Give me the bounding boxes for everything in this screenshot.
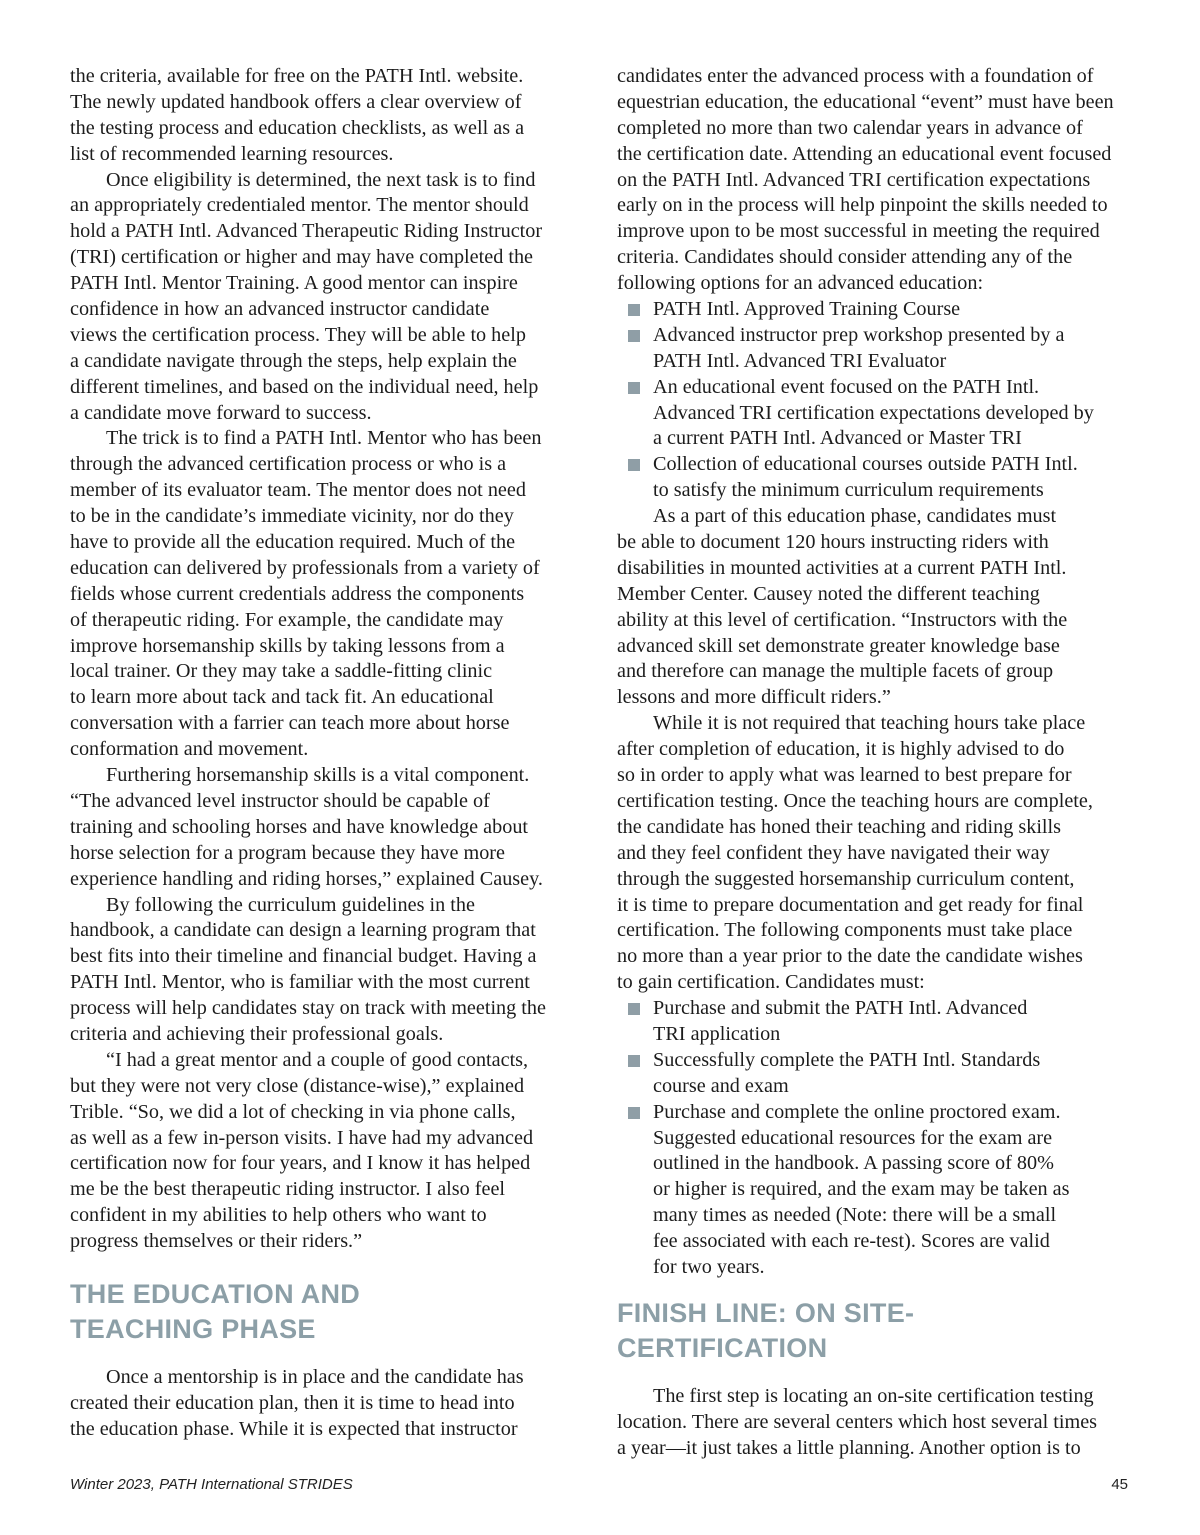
bullet-line: Successfully complete the PATH Intl. Standards xyxy=(617,1048,1137,1074)
section-heading-finish-line xyxy=(617,1296,1137,1366)
bullet-continuation: or higher is required, and the exam may be taken as xyxy=(653,1178,1070,1201)
text-line: confidence in how an advanced instructor candidate xyxy=(70,298,490,321)
paragraph-continued xyxy=(617,64,1137,297)
text-line: hold a PATH Intl. Advanced Therapeutic Riding Instructor xyxy=(70,220,543,243)
section-heading-education xyxy=(70,1277,590,1347)
paragraph-mentor xyxy=(70,168,590,427)
text-line: of therapeutic riding. For example, the candidate may xyxy=(70,608,504,631)
text-line: conformation and movement. xyxy=(70,738,309,761)
text-line: after completion of education, it is highly advised to do xyxy=(617,738,1065,761)
text-line: fields whose current credentials address the components xyxy=(70,582,525,605)
left-column xyxy=(70,64,590,1443)
text-line: training and schooling horses and have knowledge about xyxy=(70,815,529,838)
text-line: through the advanced certification process or who is a xyxy=(70,453,507,476)
bullet-item xyxy=(617,297,1137,323)
text-line: The trick is to find a PATH Intl. Mentor who has been xyxy=(106,427,542,450)
text-line: no more than a year prior to the date the candidate wishes xyxy=(617,945,1083,968)
text-line: Trible. “So, we did a lot of checking in via phone calls, xyxy=(70,1100,516,1123)
text-line: advanced skill set demonstrate greater knowledge base xyxy=(617,634,1060,657)
bullet-continuation: Suggested educational resources for the exam are xyxy=(653,1126,1053,1149)
text-line: Once a mentorship is in place and the candidate has xyxy=(106,1365,524,1388)
bullet-continuation: PATH Intl. Advanced TRI Evaluator xyxy=(653,349,947,372)
text-line: have to provide all the education required. Much of the xyxy=(70,531,516,554)
text-line: an appropriately credentialed mentor. The mentor should xyxy=(70,194,529,217)
paragraph-education xyxy=(70,1365,590,1443)
heading-line: CERTIFICATION xyxy=(617,1332,828,1363)
education-options-list xyxy=(617,297,1137,504)
text-line: early on in the process will help pinpoint the skills needed to xyxy=(617,194,1108,217)
text-line: PATH Intl. Mentor Training. A good mentor can inspire xyxy=(70,272,518,295)
text-line: improve upon to be most successful in meeting the required xyxy=(617,220,1100,243)
text-line: education can delivered by professionals from a variety of xyxy=(70,556,540,579)
text-line: certification testing. Once the teaching hours are complete, xyxy=(617,789,1093,812)
text-line: the testing process and education checklists, as well as a xyxy=(70,116,525,139)
text-line: improve horsemanship skills by taking lessons from a xyxy=(70,634,505,657)
paragraph-finish xyxy=(617,1384,1137,1462)
text-line: process will help candidates stay on track with meeting the xyxy=(70,997,546,1020)
bullet-continuation: to satisfy the minimum curriculum requirements xyxy=(653,479,1044,502)
text-line: horse selection for a program because they have more xyxy=(70,841,505,864)
bullet-item xyxy=(617,323,1137,375)
text-line: created their education plan, then it is time to head into xyxy=(70,1391,515,1414)
text-line: different timelines, and based on the individual need, help xyxy=(70,375,539,398)
text-line: (TRI) certification or higher and may have completed the xyxy=(70,246,534,269)
text-line: As a part of this education phase, candidates must xyxy=(653,505,1057,528)
text-line: By following the curriculum guidelines in the xyxy=(106,893,475,916)
text-line: “The advanced level instructor should be capable of xyxy=(70,789,490,812)
bullet-line: Advanced instructor prep workshop presented by a xyxy=(617,323,1137,349)
right-column xyxy=(617,64,1137,1462)
text-line: candidates enter the advanced process with a foundation of xyxy=(617,65,1094,87)
text-line: be able to document 120 hours instructing riders with xyxy=(617,531,1049,554)
text-line: Furthering horsemanship skills is a vital component. xyxy=(106,764,530,787)
text-line: completed no more than two calendar years in advance of xyxy=(617,116,1083,139)
text-line: local trainer. Or they may take a saddle-fitting clinic xyxy=(70,660,493,683)
text-line: as well as a few in-person visits. I have had my advanced xyxy=(70,1126,534,1149)
paragraph-teaching xyxy=(617,711,1137,996)
text-line: criteria and achieving their professional goals. xyxy=(70,1022,444,1045)
paragraph-horsemanship xyxy=(70,763,590,892)
text-line: PATH Intl. Mentor, who is familiar with the most current xyxy=(70,971,530,994)
bullet-continuation: TRI application xyxy=(653,1022,781,1045)
text-line: the certification date. Attending an educational event focused xyxy=(617,142,1112,165)
text-line: to learn more about tack and tack fit. An educational xyxy=(70,686,494,709)
text-line: “I had a great mentor and a couple of good contacts, xyxy=(106,1048,529,1071)
text-line: but they were not very close (distance-wise),” explained xyxy=(70,1074,525,1097)
requirements-list xyxy=(617,996,1137,1281)
text-line: best fits into their timeline and financial budget. Having a xyxy=(70,945,537,968)
text-line: on the PATH Intl. Advanced TRI certification expectations xyxy=(617,168,1091,191)
bullet-line: Purchase and complete the online proctored exam. xyxy=(617,1100,1137,1126)
bullet-line: Collection of educational courses outside PATH Intl. xyxy=(617,452,1137,478)
text-line: the candidate has honed their teaching and riding skills xyxy=(617,815,1061,838)
text-line: criteria. Candidates should consider attending any of the xyxy=(617,246,1073,269)
text-line: following options for an advanced education: xyxy=(617,272,984,295)
heading-line: THE EDUCATION AND xyxy=(70,1278,361,1309)
text-line: views the certification process. They will be able to help xyxy=(70,323,526,346)
text-line: confident in my abilities to help others who want to xyxy=(70,1204,487,1227)
text-line: Once eligibility is determined, the next task is to find xyxy=(106,168,536,191)
bullet-item xyxy=(617,452,1137,504)
text-line: Member Center. Causey noted the different teaching xyxy=(617,582,1040,605)
text-line: a candidate navigate through the steps, help explain the xyxy=(70,349,517,372)
text-line: a year—it just takes a little planning. Another option is to xyxy=(617,1436,1081,1459)
text-line: location. There are several centers which host several times xyxy=(617,1410,1098,1433)
text-line: conversation with a farrier can teach more about horse xyxy=(70,712,510,735)
bullet-item xyxy=(617,1048,1137,1100)
text-line: through the suggested horsemanship curriculum content, xyxy=(617,867,1075,890)
heading-line: TEACHING PHASE xyxy=(70,1313,316,1344)
bullet-line: PATH Intl. Approved Training Course xyxy=(617,297,1137,323)
text-line: ability at this level of certification. “Instructors with the xyxy=(617,608,1068,631)
page-number: 45 xyxy=(1111,1476,1128,1493)
bullet-continuation: outlined in the handbook. A passing score of 80% xyxy=(653,1152,1054,1175)
bullet-item xyxy=(617,1100,1137,1281)
bullet-line: Purchase and submit the PATH Intl. Advanced xyxy=(617,996,1137,1022)
paragraph-hours xyxy=(617,504,1137,711)
text-line: The first step is locating an on-site certification testing xyxy=(653,1384,1094,1407)
text-line: the education phase. While it is expected that instructor xyxy=(70,1417,518,1440)
bullet-continuation: Advanced TRI certification expectations developed by xyxy=(653,401,1094,424)
bullet-continuation: many times as needed (Note: there will be a small xyxy=(653,1204,1057,1227)
text-line: it is time to prepare documentation and get ready for final xyxy=(617,893,1084,916)
bullet-item xyxy=(617,996,1137,1048)
paragraph-trick xyxy=(70,426,590,763)
text-line: the criteria, available for free on the PATH Intl. website. xyxy=(70,65,524,87)
text-line: a candidate move forward to success. xyxy=(70,401,372,424)
paragraph-quote xyxy=(70,1048,590,1255)
text-line: certification now for four years, and I know it has helped xyxy=(70,1152,531,1175)
text-line: member of its evaluator team. The mentor does not need xyxy=(70,479,526,502)
bullet-continuation: fee associated with each re-test). Scores are valid xyxy=(653,1230,1050,1253)
text-line: progress themselves or their riders.” xyxy=(70,1230,363,1253)
text-line: me be the best therapeutic riding instructor. I also feel xyxy=(70,1178,506,1201)
text-line: so in order to apply what was learned to best prepare for xyxy=(617,764,1072,787)
text-line: experience handling and riding horses,” explained Causey. xyxy=(70,867,543,890)
text-line: While it is not required that teaching hours take place xyxy=(653,712,1086,735)
text-line: to gain certification. Candidates must: xyxy=(617,971,925,994)
paragraph-intro xyxy=(70,64,590,168)
bullet-item xyxy=(617,375,1137,453)
text-line: The newly updated handbook offers a clear overview of xyxy=(70,90,522,113)
bullet-continuation: course and exam xyxy=(653,1074,789,1097)
text-line: disabilities in mounted activities at a current PATH Intl. xyxy=(617,556,1067,579)
text-line: equestrian education, the educational “event” must have been xyxy=(617,90,1114,113)
text-line: certification. The following components must take place xyxy=(617,919,1073,942)
bullet-line: An educational event focused on the PATH Intl. xyxy=(617,375,1137,401)
text-line: lessons and more difficult riders.” xyxy=(617,686,891,709)
heading-line: FINISH LINE: ON SITE- xyxy=(617,1297,915,1328)
text-line: list of recommended learning resources. xyxy=(70,142,394,165)
bullet-continuation: for two years. xyxy=(653,1255,765,1278)
bullet-continuation: a current PATH Intl. Advanced or Master TRI xyxy=(653,427,1022,450)
text-line: and therefore can manage the multiple facets of group xyxy=(617,660,1054,683)
footer-publication: Winter 2023, PATH International STRIDES xyxy=(70,1476,353,1493)
paragraph-guidelines xyxy=(70,893,590,1048)
text-line: handbook, a candidate can design a learning program that xyxy=(70,919,536,942)
text-line: and they feel confident they have navigated their way xyxy=(617,841,1050,864)
text-line: to be in the candidate’s immediate vicinity, nor do they xyxy=(70,505,514,528)
